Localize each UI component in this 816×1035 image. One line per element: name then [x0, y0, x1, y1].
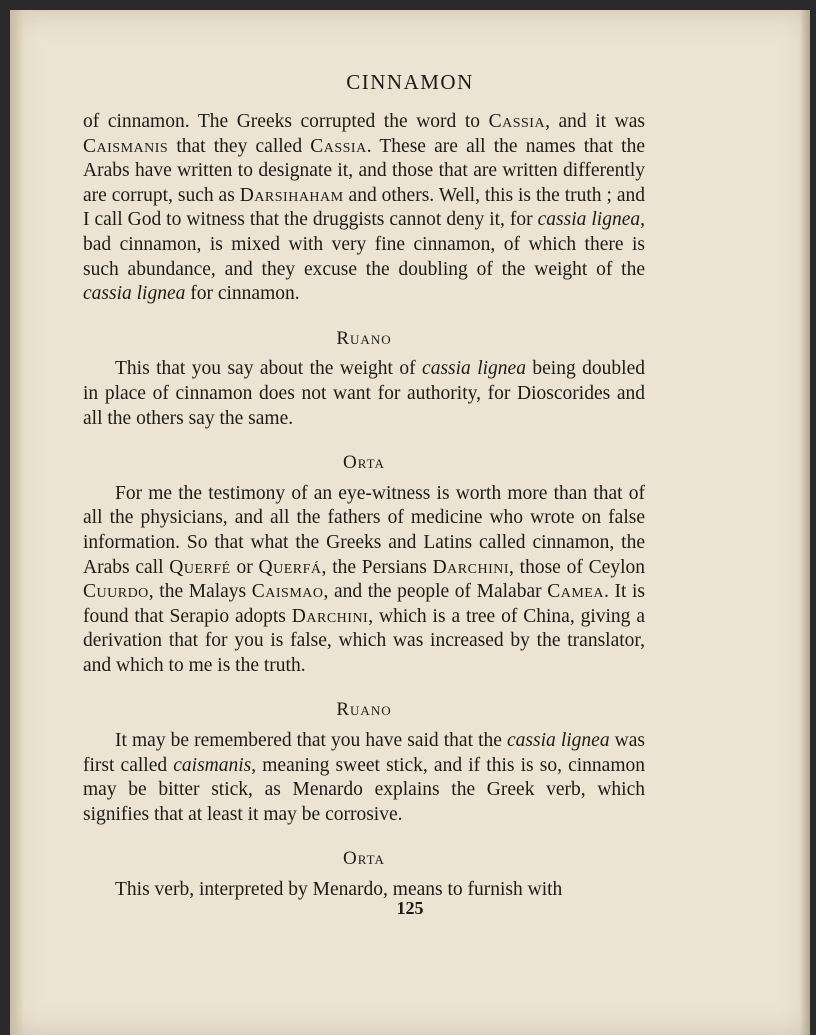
italic-term: cassia lignea: [537, 209, 641, 231]
text-run: , the Malays: [148, 581, 252, 603]
paragraph: [83, 729, 645, 827]
text-run: for cinnamon.: [185, 283, 300, 305]
small-caps-term: Cuurdo: [83, 581, 149, 603]
small-caps-term: Querfé: [169, 556, 231, 578]
text-run: , bad cinnamon, is mixed with very fine cinnamon, of which there is such abundance, and they excuse the doubling of the weight of the: [83, 209, 645, 280]
italic-term: cassia lignea: [507, 730, 610, 752]
small-caps-term: Darsihaham: [239, 184, 344, 206]
page-edge-shadow: [800, 10, 810, 1035]
speaker-heading: Ruano: [336, 327, 392, 349]
small-caps-term: Darchini: [432, 556, 510, 578]
text-body: [83, 110, 645, 903]
book-page: [10, 10, 810, 1035]
text-run: , the Persians: [321, 556, 433, 578]
small-caps-term: Cassia: [310, 135, 367, 157]
small-caps-term: Querfá: [258, 556, 322, 578]
running-head: CINNAMON: [346, 70, 474, 94]
page-gutter-shadow: [10, 10, 24, 1035]
paragraph: [83, 482, 645, 679]
page-number: 125: [396, 898, 424, 918]
text-run: , and it was: [545, 111, 645, 132]
text-run: This that you say about the weight of: [115, 358, 423, 380]
text-run: of cinnamon. The Greeks corrupted the word to: [83, 111, 489, 132]
speaker-heading: Orta: [343, 452, 385, 474]
text-run: . These are all the names that the Arabs have written to designate it, and those that are written differently are corrupt, such as: [83, 135, 645, 206]
text-run: This verb, interpreted by Menardo, means to furnish with: [115, 879, 563, 901]
text-run: was first called: [83, 730, 646, 776]
text-run: , those of Ceylon: [509, 556, 645, 578]
small-caps-term: Cassia: [488, 111, 546, 132]
small-caps-term: Caismanis: [83, 135, 169, 157]
paragraph: [83, 110, 645, 307]
italic-term: cassia lignea: [83, 283, 186, 305]
text-run: It may be remembered that you have said that the: [115, 730, 507, 752]
small-caps-term: Camea: [547, 581, 604, 603]
speaker-heading: Orta: [343, 848, 385, 870]
small-caps-term: Darchini: [291, 605, 369, 627]
italic-term: cassia lignea: [422, 358, 526, 380]
small-caps-term: Caismao: [251, 581, 324, 603]
text-run: . It is found that Serapio adopts: [83, 581, 645, 627]
italic-term: caismanis: [173, 754, 252, 776]
text-run: that they called: [168, 135, 311, 157]
text-run: , and the people of Malabar: [323, 581, 548, 603]
paragraph: [83, 357, 645, 431]
speaker-heading: Ruano: [336, 699, 392, 721]
text-run: being doubled in place of cinnamon does not want for authority, for Dioscorides and all the others say the same.: [83, 358, 645, 429]
text-run: and others. Well, this is the truth ; and I call God to witness that the druggists cannot deny it, for: [83, 184, 645, 231]
text-run: or: [230, 556, 259, 578]
text-run: , which is a tree of China, giving a derivation that for you is false, which was increased by the translator, and which to me is the truth.: [83, 605, 645, 676]
text-run: , meaning sweet stick, and if this is so, cinnamon may be bitter stick, as Menardo explains the Greek verb, which signifies that at least it may be corrosive.: [83, 754, 645, 825]
text-run: For me the testimony of an eye-witness is worth more than that of all the physicians, and all the fathers of medicine who wrote on false information. So that what the Greeks and Latins called cinnamon, the Arabs call: [83, 482, 645, 578]
